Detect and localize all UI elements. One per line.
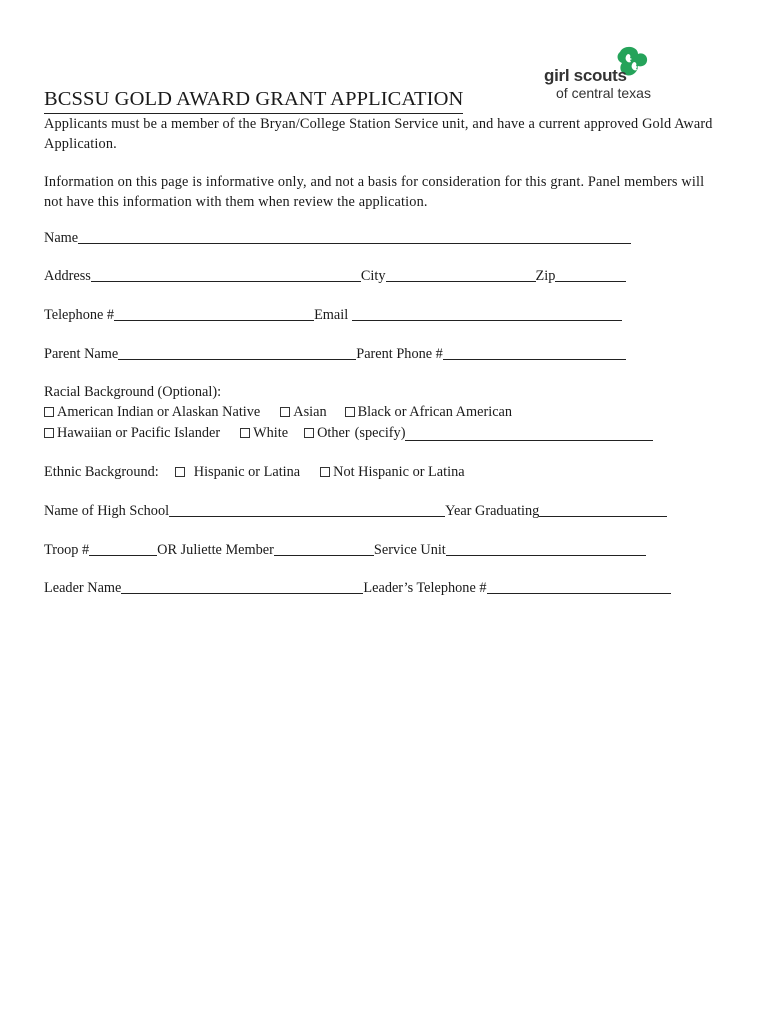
zip-field[interactable] [555,280,626,282]
high-school-input[interactable] [169,516,445,533]
leader-phone-label: Leader’s Telephone # [363,580,487,596]
option-american-indian: American Indian or Alaskan Native [57,403,261,420]
info-note-paragraph: Information on this page is informative only, and not a basis for consideration for this grant. Panel members will not have this information with them when review the application. [44,174,705,210]
email-input[interactable] [352,320,622,337]
email-field[interactable] [352,319,622,321]
address-input[interactable] [91,281,361,298]
checkbox-american-indian[interactable] [44,407,54,417]
racial-heading-row [44,382,221,402]
checkbox-hispanic[interactable] [175,467,185,477]
parent-name-label: Parent Name [44,346,119,362]
girl-scouts-logo [540,44,680,108]
option-other: Other [317,424,350,441]
service-unit-input[interactable] [446,555,646,572]
option-black: Black or African American [357,403,513,420]
city-label: City [360,268,386,284]
juliette-label: OR Juliette Member [157,542,274,558]
name-label: Name [44,230,79,246]
address-row [44,266,626,286]
juliette-field[interactable] [274,554,374,556]
option-asian: Asian [293,403,327,420]
address-label: Address [44,268,91,284]
troop-row [44,540,646,560]
zip-input[interactable] [555,281,626,298]
parent-name-input[interactable] [118,359,356,376]
leader-name-field[interactable] [121,592,363,594]
year-graduating-field[interactable] [539,515,667,517]
checkbox-black[interactable] [345,407,355,417]
checkbox-hawaiian[interactable] [44,428,54,438]
school-row [44,501,667,521]
service-unit-label: Service Unit [373,542,446,558]
page-title: BCSSU GOLD AWARD GRANT APPLICATION [44,86,463,114]
option-hawaiian: Hawaiian or Pacific Islander [57,424,221,441]
parent-phone-field[interactable] [443,358,626,360]
option-not-hispanic: Not Hispanic or Latina [333,463,465,480]
juliette-input[interactable] [274,555,374,572]
racial-background-heading: Racial Background (Optional): [44,384,222,400]
name-field[interactable] [78,242,631,244]
telephone-label: Telephone # [44,307,115,323]
high-school-field[interactable] [169,515,445,517]
troop-label: Troop # [44,542,90,558]
checkbox-asian[interactable] [280,407,290,417]
logo-line-1: girl scouts [544,66,627,85]
checkbox-not-hispanic[interactable] [320,467,330,477]
service-unit-field[interactable] [446,554,646,556]
telephone-row [44,305,622,325]
email-label: Email [314,307,349,323]
year-graduating-label: Year Graduating [445,503,540,519]
other-specify-label: (specify) [354,424,406,441]
leader-name-label: Leader Name [44,580,122,596]
zip-label: Zip [535,268,556,284]
name-row [44,228,631,248]
checkbox-other[interactable] [304,428,314,438]
logo-line-2: of central texas [556,85,651,101]
telephone-input[interactable] [114,320,314,337]
leader-row [44,578,671,598]
intro-paragraph: Applicants must be a member of the Bryan/College Station Service unit, and have a current approved Gold Award Application. [44,116,713,152]
leader-phone-input[interactable] [487,593,671,610]
city-field[interactable] [386,280,536,282]
parent-name-field[interactable] [118,358,356,360]
racial-options-row-2 [44,423,653,443]
city-input[interactable] [386,281,536,298]
parent-phone-label: Parent Phone # [356,346,443,362]
telephone-field[interactable] [114,319,314,321]
parent-row [44,344,626,364]
address-field[interactable] [91,280,361,282]
parent-phone-input[interactable] [443,359,626,376]
checkbox-white[interactable] [240,428,250,438]
year-graduating-input[interactable] [539,516,667,533]
troop-field[interactable] [89,554,157,556]
troop-input[interactable] [89,555,157,572]
other-specify-field[interactable] [405,439,653,441]
ethnic-row [44,462,465,482]
leader-name-input[interactable] [121,593,363,610]
option-hispanic: Hispanic or Latina [193,463,301,480]
name-input[interactable] [78,243,631,260]
ethnic-background-heading: Ethnic Background: [44,463,159,480]
leader-phone-field[interactable] [487,592,671,594]
high-school-label: Name of High School [44,503,170,519]
racial-options-row-1 [44,402,512,422]
option-white: White [253,424,289,441]
